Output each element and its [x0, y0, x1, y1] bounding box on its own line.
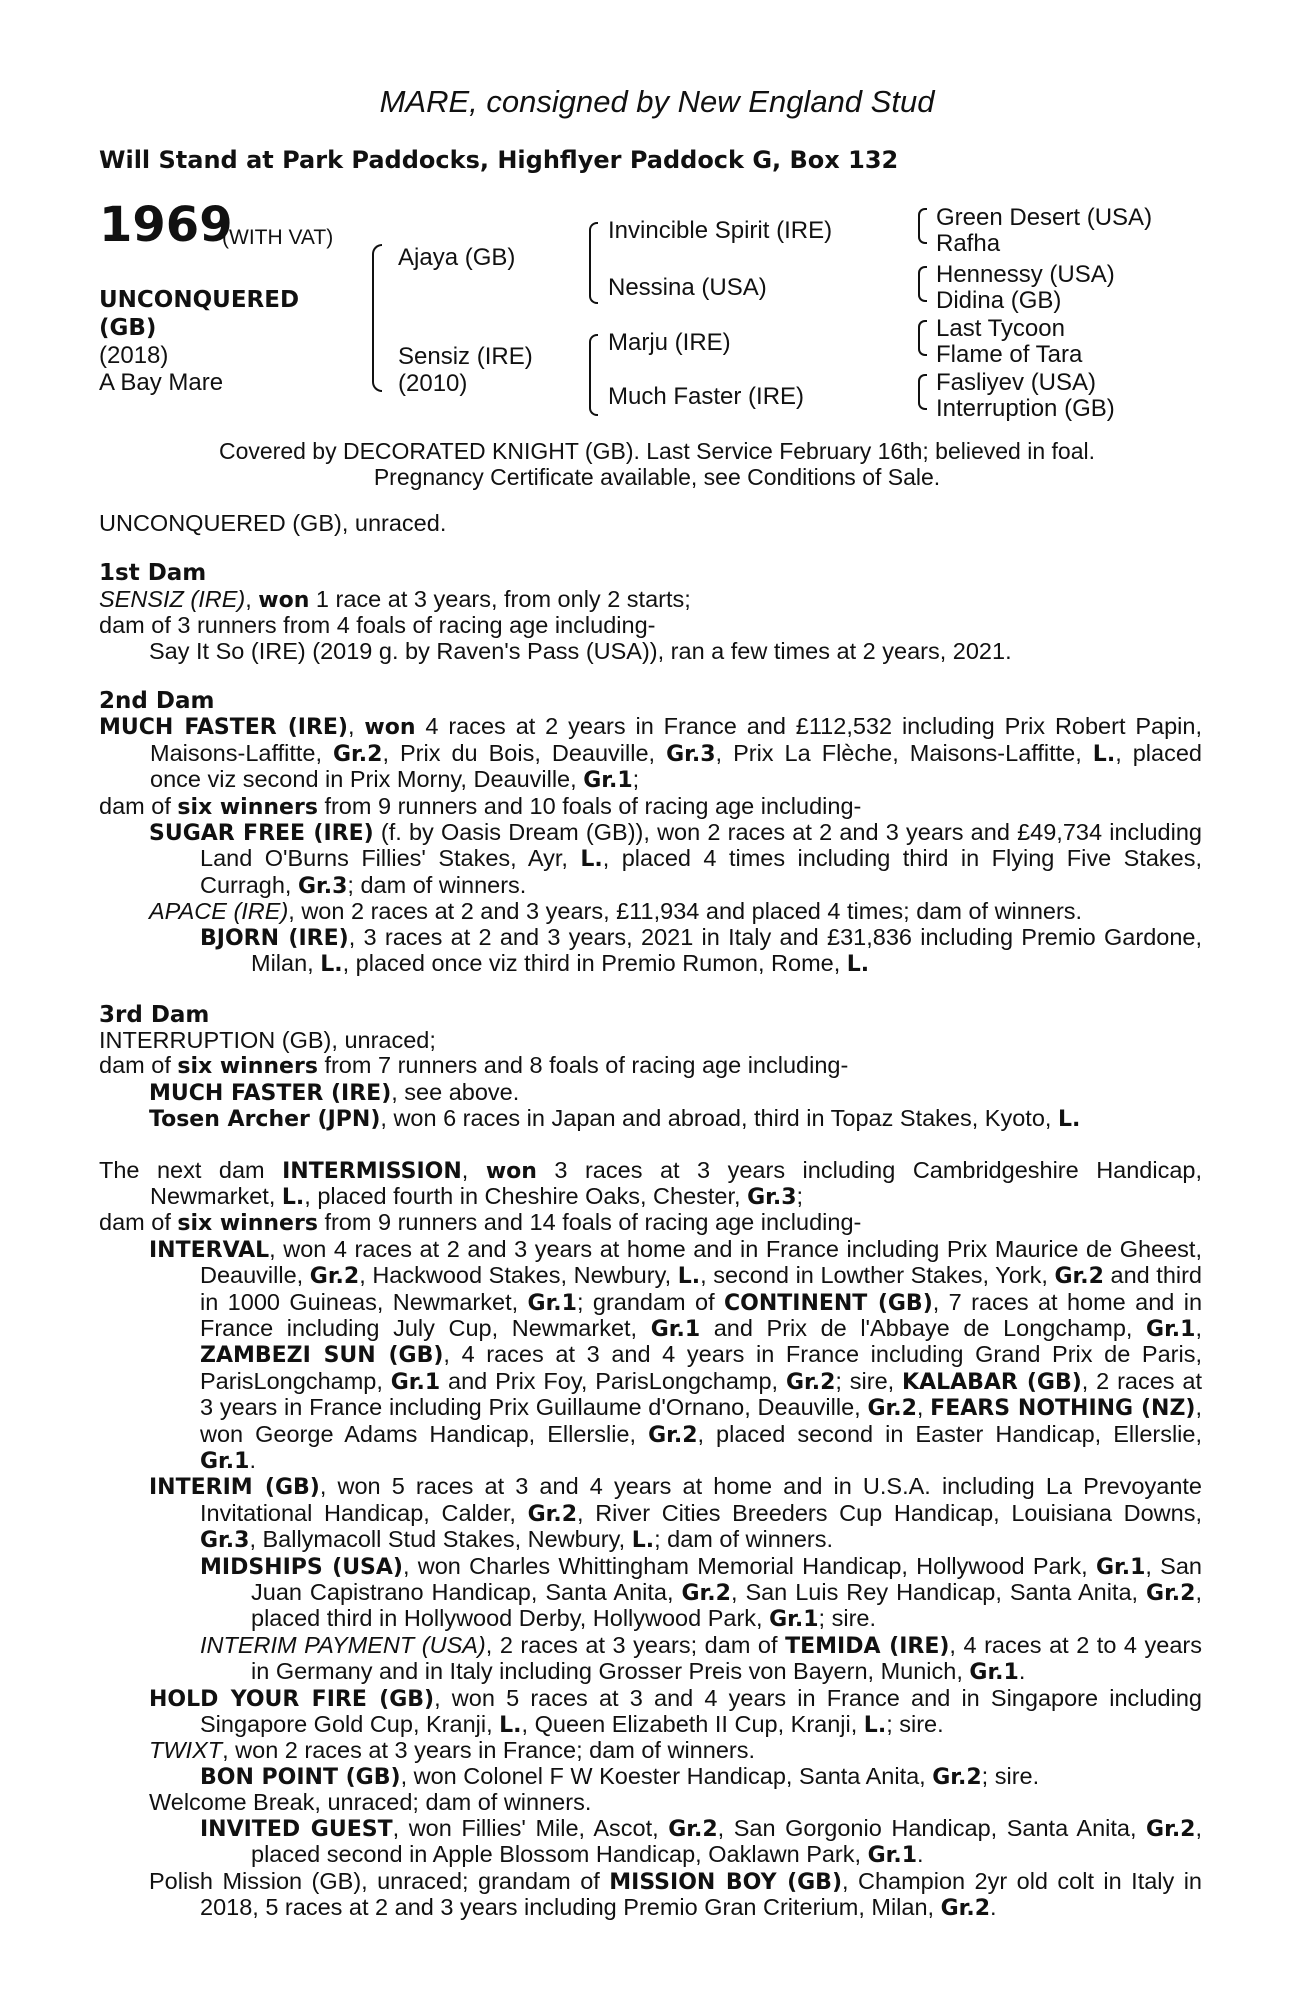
- horse-description: A Bay Mare: [99, 369, 224, 396]
- next-dam-record: The next dam INTERMISSION, won 3 races at 3 years including Cambridgeshire Handicap, Newmarket, L., placed fourth in Cheshire Oaks, Chester, Gr.3;: [99, 1156, 1203, 1210]
- progeny-bjorn: BJORN (IRE), 3 races at 2 and 3 years, 2021 in Italy and £31,836 including Premio Gardone, Milan, L., placed once viz third in Premio Rumon, Rome, L.: [200, 923, 1202, 978]
- progeny-hold-your-fire: HOLD YOUR FIRE (GB), won 5 races at 3 and 4 years in France and in Singapore including Singapore Gold Cup, Kranji, L., Queen Elizabeth II Cup, Kranji, L.; sire.: [149, 1684, 1202, 1739]
- second-dam-produce: dam of six winners from 9 runners and 10 foals of racing age including-: [99, 792, 862, 820]
- pedigree-g3-4: Didina (GB): [936, 287, 1062, 314]
- third-dam-heading: 3rd Dam: [99, 1001, 210, 1028]
- pedigree-g3-7: Fasliyev (USA): [936, 369, 1097, 396]
- progeny-much-faster: MUCH FASTER (IRE), see above.: [149, 1078, 520, 1106]
- progeny-interim: INTERIM (GB), won 5 races at 3 and 4 years at home and in U.S.A. including La Prevoyante Invitational Handicap, Calder, Gr.2, River Cities Breeders Cup Handicap, Louisiana Downs, Gr.3, Ballymacoll Stud Stakes, Newbury, L.; dam of winners.: [149, 1473, 1202, 1554]
- progeny-bon-point: BON POINT (GB), won Colonel F W Koester Handicap, Santa Anita, Gr.2; sire.: [200, 1762, 1040, 1790]
- stand-location: Will Stand at Park Paddocks, Highflyer Paddock G, Box 132: [99, 146, 899, 174]
- covering-note: [0, 438, 1314, 490]
- second-dam-record: MUCH FASTER (IRE), won 4 races at 2 years in France and £112,532 including Prix Robert Papin, Maisons-Laffitte, Gr.2, Prix du Bois, Deauville, Gr.3, Prix La Flèche, Maisons-Laffitte, L., placed once viz second in Prix Morny, Deauville, Gr.1;: [99, 713, 1203, 794]
- pedigree-dam-dam: Much Faster (IRE): [608, 383, 805, 410]
- pedigree-g3-6: Flame of Tara: [936, 341, 1083, 368]
- horse-name: UNCONQUERED: [99, 287, 300, 313]
- pedigree-dam-sire: Marju (IRE): [608, 329, 731, 356]
- first-dam-heading: 1st Dam: [99, 560, 207, 587]
- next-dam-produce: dam of six winners from 9 runners and 14 foals of racing age including-: [99, 1209, 862, 1237]
- pedigree-dam: Sensiz (IRE): [398, 343, 533, 370]
- first-dam-record: SENSIZ (IRE), won 1 race at 3 years, from only 2 starts;: [99, 585, 691, 613]
- progeny-welcome-break: Welcome Break, unraced; dam of winners.: [149, 1789, 592, 1816]
- pedigree-brace-g3-2: [918, 266, 927, 302]
- pedigree-sire: Ajaya (GB): [398, 244, 516, 271]
- pedigree-g3-1: Green Desert (USA): [936, 204, 1153, 231]
- pedigree-brace-main: [372, 244, 382, 392]
- vat-note: (WITH VAT): [222, 226, 334, 249]
- pedigree-g3-3: Hennessy (USA): [936, 261, 1115, 288]
- third-dam-produce: dam of six winners from 7 runners and 8 foals of racing age including-: [99, 1052, 849, 1080]
- first-dam-foal: Say It So (IRE) (2019 g. by Raven's Pass (USA)), ran a few times at 2 years, 2021.: [149, 637, 1012, 664]
- pedigree-brace-dam: [589, 334, 598, 416]
- first-dam-produce: dam of 3 runners from 4 foals of racing age including-: [99, 612, 656, 639]
- covering-line-2: Pregnancy Certificate available, see Conditions of Sale.: [373, 464, 941, 490]
- progeny-apace: APACE (IRE), won 2 races at 2 and 3 years, £11,934 and placed 4 times; dam of winners.: [149, 898, 1083, 925]
- progeny-midships: MIDSHIPS (USA), won Charles Whittingham Memorial Handicap, Hollywood Park, Gr.1, San Juan Capistrano Handicap, Santa Anita, Gr.2, San Luis Rey Handicap, Santa Anita, Gr.2, placed third in Hollywood Derby, Hollywood Park, Gr.1; sire.: [200, 1552, 1202, 1633]
- covering-line-1: Covered by DECORATED KNIGHT (GB). Last Service February 16th; believed in foal.: [218, 438, 1096, 464]
- pedigree-brace-g3-1: [918, 208, 927, 244]
- progeny-invited-guest: INVITED GUEST, won Fillies' Mile, Ascot, Gr.2, San Gorgonio Handicap, Santa Anita, Gr.2, placed second in Apple Blossom Handicap, Oaklawn Park, Gr.1.: [200, 1814, 1203, 1869]
- horse-info: [99, 286, 299, 396]
- lot-number: 1969: [99, 197, 233, 253]
- second-dam-heading: 2nd Dam: [99, 688, 215, 715]
- page-title: MARE, consigned by New England Stud: [379, 84, 935, 119]
- pedigree-g3-8: Interruption (GB): [936, 395, 1115, 422]
- pedigree-g3-5: Last Tycoon: [936, 315, 1065, 342]
- progeny-interval: INTERVAL, won 4 races at 2 and 3 years at home and in France including Prix Maurice de Gheest, Deauville, Gr.2, Hackwood Stakes, Newbury, L., second in Lowther Stakes, York, Gr.2 and third in 1000 Guineas, Newmarket, Gr.1; grandam of CONTINENT (GB), 7 races at home and in France including July Cup, Newmarket, Gr.1 and Prix de l'Abbaye de Longchamp, Gr.1, ZAMBEZI SUN (GB), 4 races at 3 and 4 years in France including Grand Prix de Paris, ParisLongchamp, Gr.1 and Prix Foy, ParisLongchamp, Gr.2; sire, KALABAR (GB), 2 races at 3 years in France including Prix Guillaume d'Ornano, Deauville, Gr.2, FEARS NOTHING (NZ), won George Adams Handicap, Ellerslie, Gr.2, placed second in Easter Handicap, Ellerslie, Gr.1.: [149, 1235, 1203, 1474]
- progeny-tosen-archer: Tosen Archer (JPN), won 6 races in Japan and abroad, third in Topaz Stakes, Kyoto, L.: [149, 1105, 1081, 1133]
- pedigree-sire-dam: Nessina (USA): [608, 274, 767, 301]
- horse-year: (2018): [99, 342, 169, 369]
- progeny-interim-payment: INTERIM PAYMENT (USA), 2 races at 3 years; dam of TEMIDA (IRE), 4 races at 2 to 4 years in Germany and in Italy including Grosser Preis von Bayern, Munich, Gr.1.: [200, 1631, 1202, 1686]
- pedigree-sire-sire: Invincible Spirit (IRE): [608, 217, 833, 244]
- progeny-polish-mission: Polish Mission (GB), unraced; grandam of MISSION BOY (GB), Champion 2yr old colt in Italy in 2018, 5 races at 2 and 3 years including Premio Gran Criterium, Milan, Gr.2.: [149, 1867, 1202, 1921]
- horse-summary: UNCONQUERED (GB), unraced.: [99, 510, 447, 536]
- catalogue-body: [99, 511, 1202, 1921]
- horse-country: (GB): [99, 315, 157, 341]
- pedigree-brace-g3-4: [918, 374, 927, 410]
- progeny-twixt: TWIXT, won 2 races at 3 years in France; dam of winners.: [149, 1737, 755, 1764]
- pedigree-brace-sire: [589, 222, 598, 304]
- third-dam-record: INTERRUPTION (GB), unraced;: [99, 1026, 436, 1053]
- pedigree-g3-2: Rafha: [936, 230, 1001, 257]
- pedigree-brace-g3-3: [918, 320, 927, 356]
- pedigree-dam-year: (2010): [398, 370, 468, 397]
- progeny-sugar-free: SUGAR FREE (IRE) (f. by Oasis Dream (GB)), won 2 races at 2 and 3 years and £49,734 including Land O'Burns Fillies' Stakes, Ayr, L., placed 4 times including third in Flying Five Stakes, Curragh, Gr.3; dam of winners.: [149, 819, 1202, 899]
